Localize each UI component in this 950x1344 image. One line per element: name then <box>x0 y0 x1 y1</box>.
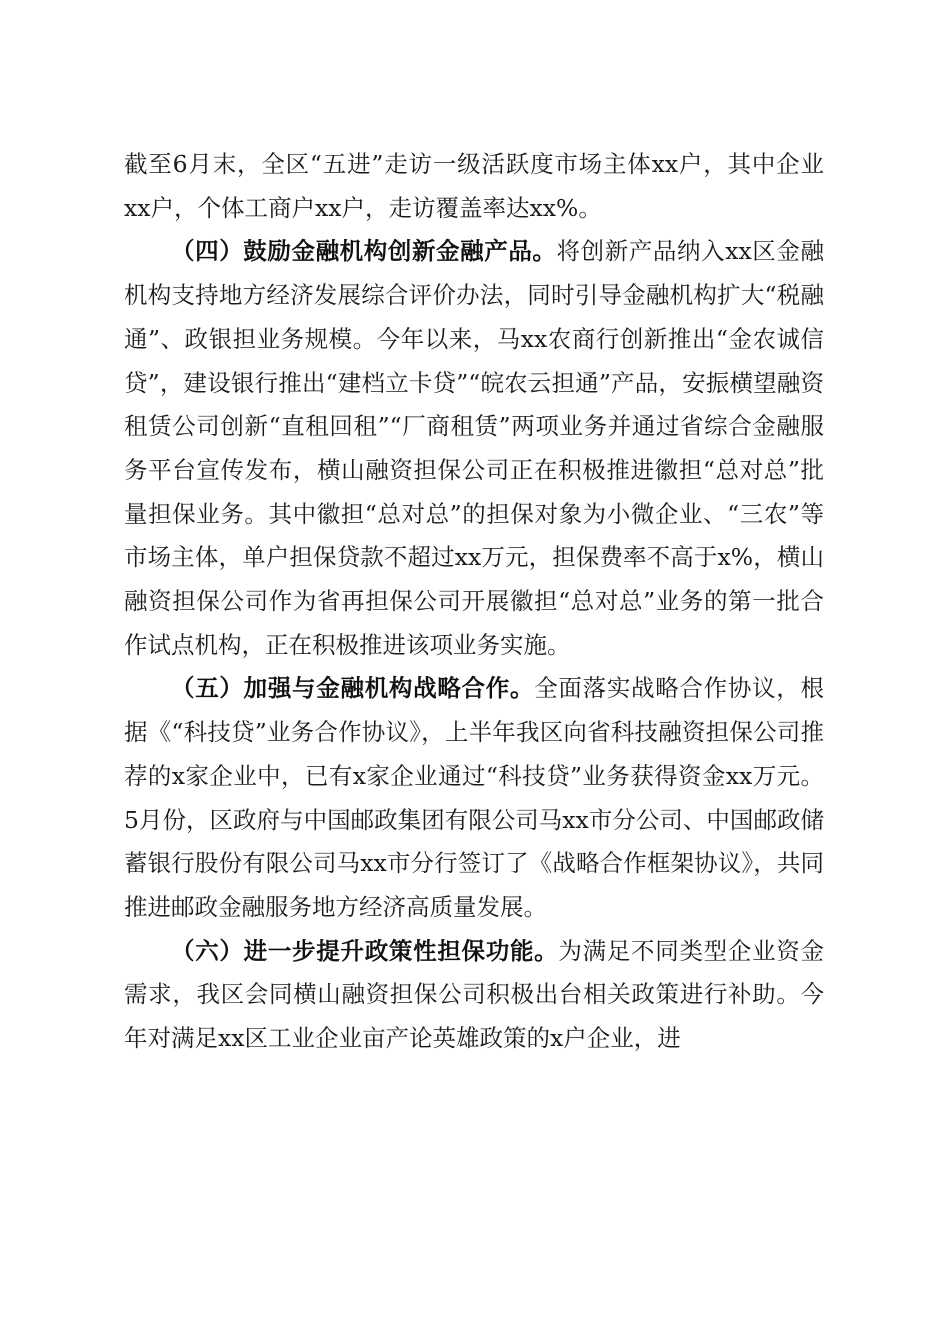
paragraph-policy-guarantee <box>124 930 824 1061</box>
paragraph-financial-products <box>124 230 824 667</box>
section-heading-5: （五）加强与金融机构战略合作。 <box>171 674 535 703</box>
section-heading-4: （四）鼓励金融机构创新金融产品。 <box>171 237 557 266</box>
paragraph-text: 将创新产品纳入xx区金融机构支持地方经济发展综合评价办法，同时引导金融机构扩大“税融通”、政银担业务规模。今年以来，马xx农商行创新推出“金农诚信贷”，建设银行推出“建档立卡贷”“皖农云担通”产品，安振横望融资租赁公司创新“直租回租”“厂商租赁”两项业务并通过省综合金融服务平台宣传发布，横山融资担保公司正在积极推进徽担“总对总”批量担保业务。其中徽担“总对总”的担保对象为小微企业、“三农”等市场主体，单户担保贷款不超过xx万元，担保费率不高于x%，横山融资担保公司作为省再担保公司开展徽担“总对总”业务的第一批合作试点机构，正在积极推进该项业务实施。 <box>124 237 824 659</box>
paragraph-market-visits <box>124 143 824 230</box>
document-body <box>124 143 824 1061</box>
section-heading-6: （六）进一步提升政策性担保功能。 <box>171 936 559 965</box>
paragraph-strategic-cooperation <box>124 667 824 929</box>
paragraph-text: 为满足不同类型企业资金需求，我区会同横山融资担保公司积极出台相关政策进行补助。今年对满足xx区工业企业亩产论英雄政策的x户企业，进 <box>124 936 825 1053</box>
paragraph-text: 截至6月末，全区“五进”走访一级活跃度市场主体xx户，其中企业xx户，个体工商户xx户，走访覆盖率达xx%。 <box>124 150 824 222</box>
paragraph-text: 全面落实战略合作协议，根据《“科技贷”业务合作协议》，上半年我区向省科技融资担保公司推荐的x家企业中，已有x家企业通过“科技贷”业务获得资金xx万元。5月份，区政府与中国邮政集团有限公司马xx市分公司、中国邮政储蓄银行股份有限公司马xx市分行签订了《战略合作框架协议》，共同推进邮政金融服务地方经济高质量发展。 <box>124 674 825 921</box>
